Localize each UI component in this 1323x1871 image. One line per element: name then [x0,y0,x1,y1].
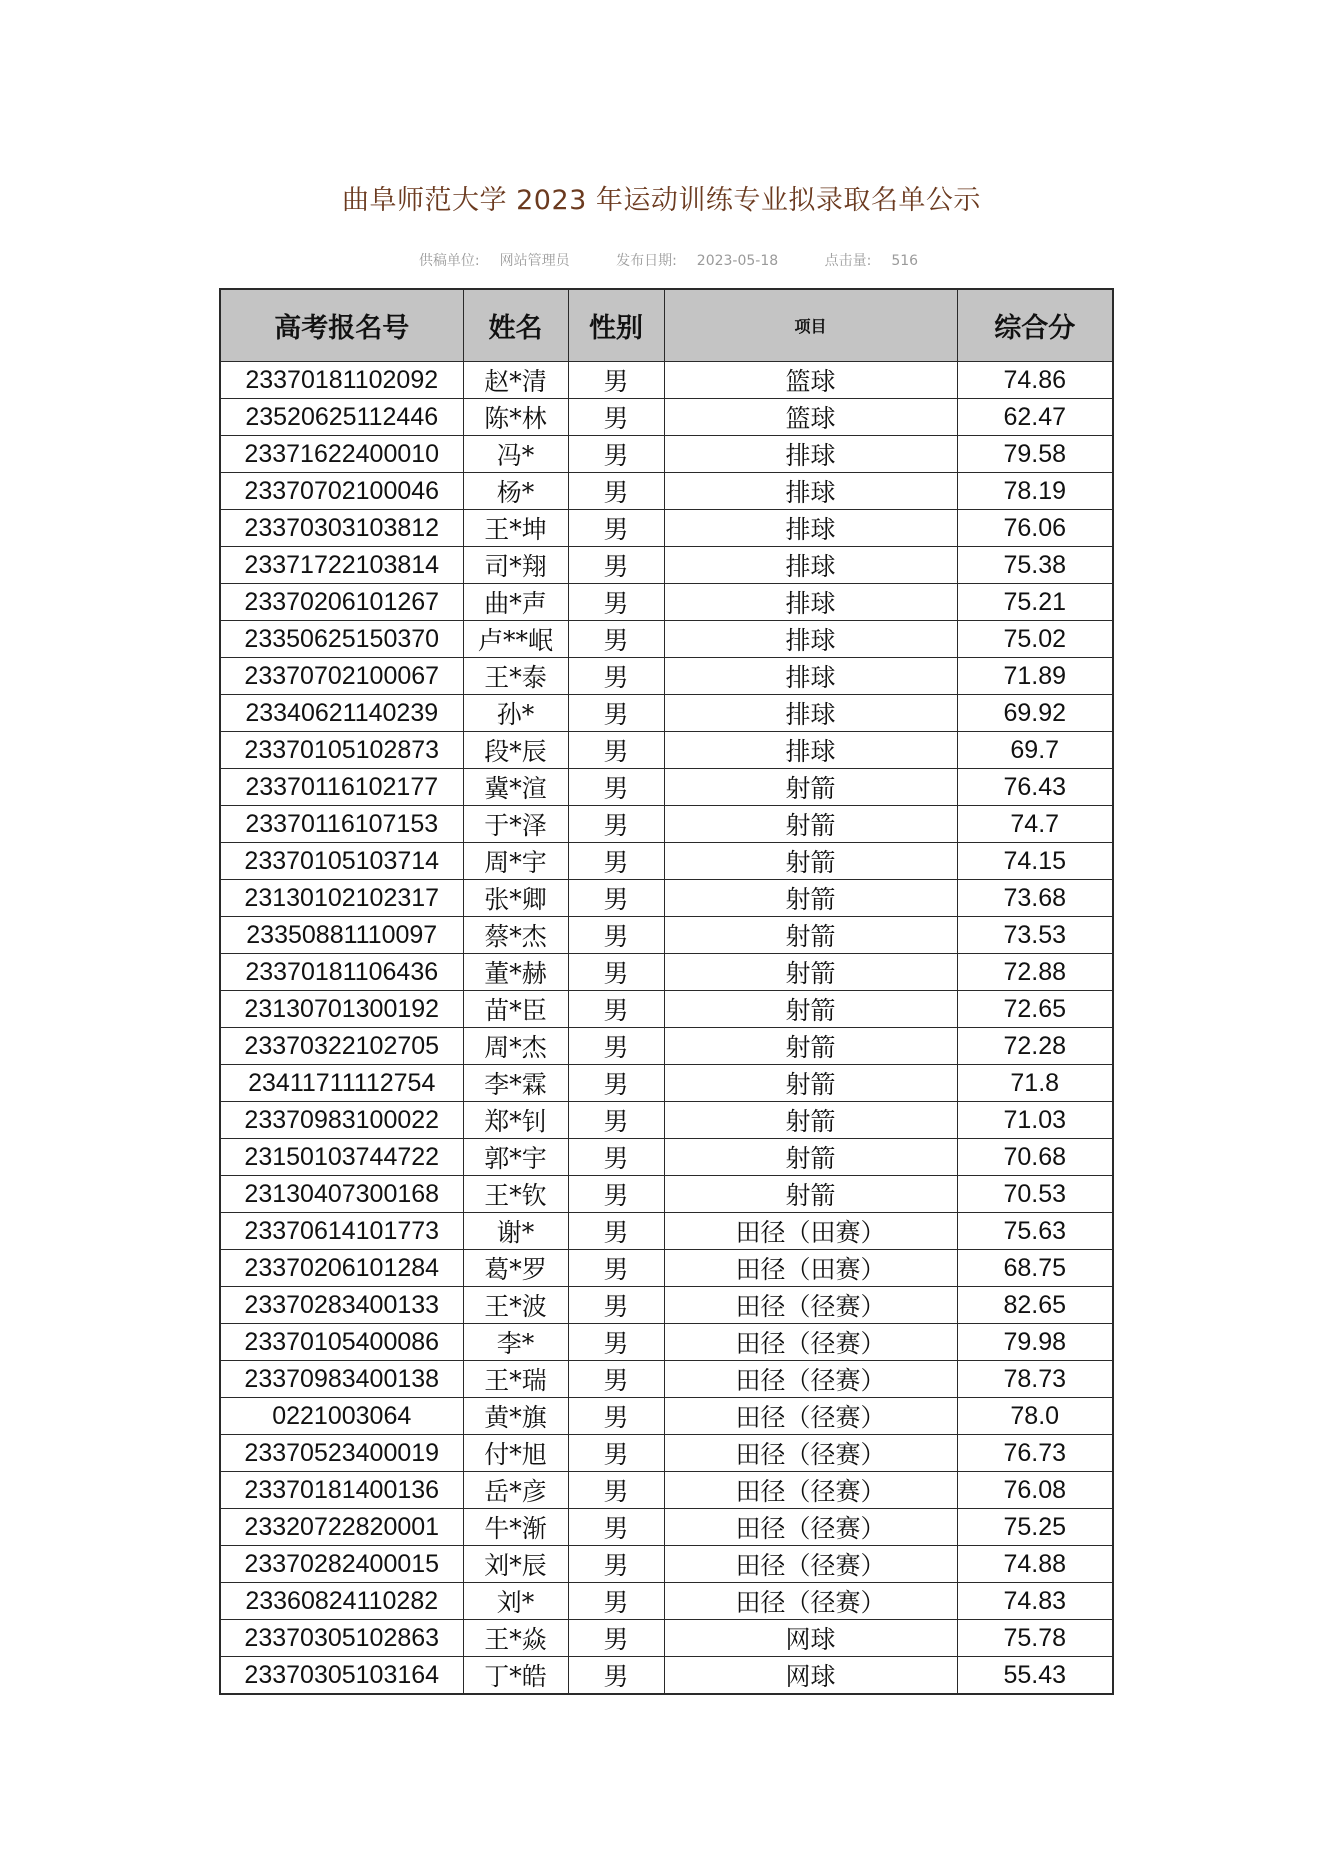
cell-event: 射箭 [664,1065,957,1102]
cell-event: 田径（径赛） [664,1324,957,1361]
cell-gender: 男 [568,1065,664,1102]
date-value: 2023-05-18 [696,253,779,269]
cell-exam-id: 23371622400010 [220,436,463,473]
table-row [220,473,1113,510]
cell-event: 排球 [664,547,957,584]
cell-score: 75.25 [957,1509,1113,1546]
cell-name: 周*宇 [463,843,568,880]
cell-score: 82.65 [957,1287,1113,1324]
cell-event: 射箭 [664,843,957,880]
cell-event: 射箭 [664,1028,957,1065]
table-row [220,1435,1113,1472]
cell-gender: 男 [568,1213,664,1250]
cell-exam-id: 23370282400015 [220,1546,463,1583]
cell-score: 78.73 [957,1361,1113,1398]
table-row [220,510,1113,547]
cell-event: 排球 [664,695,957,732]
cell-name: 牛*渐 [463,1509,568,1546]
table-row [220,769,1113,806]
cell-gender: 男 [568,880,664,917]
cell-gender: 男 [568,1657,664,1695]
cell-exam-id: 23320722820001 [220,1509,463,1546]
cell-score: 70.53 [957,1176,1113,1213]
cell-event: 篮球 [664,399,957,436]
table-row [220,1324,1113,1361]
table-row [220,843,1113,880]
cell-score: 71.89 [957,658,1113,695]
cell-gender: 男 [568,1102,664,1139]
table-row [220,362,1113,399]
cell-event: 田径（田赛） [664,1213,957,1250]
cell-score: 79.58 [957,436,1113,473]
cell-exam-id: 23370105103714 [220,843,463,880]
header-exam-id: 高考报名号 [220,289,463,362]
cell-gender: 男 [568,1546,664,1583]
cell-gender: 男 [568,1472,664,1509]
table-row [220,584,1113,621]
cell-exam-id: 23370116102177 [220,769,463,806]
cell-event: 射箭 [664,1176,957,1213]
cell-exam-id: 23370614101773 [220,1213,463,1250]
date-label: 发布日期: [616,253,677,269]
cell-exam-id: 23370283400133 [220,1287,463,1324]
cell-exam-id: 23370983400138 [220,1361,463,1398]
cell-event: 田径（田赛） [664,1250,957,1287]
table-row [220,658,1113,695]
table-row [220,1361,1113,1398]
cell-event: 排球 [664,621,957,658]
header-event: 项目 [664,289,957,362]
cell-event: 田径（径赛） [664,1435,957,1472]
cell-exam-id: 23370983100022 [220,1102,463,1139]
cell-score: 75.63 [957,1213,1113,1250]
cell-score: 78.0 [957,1398,1113,1435]
cell-score: 55.43 [957,1657,1113,1695]
table-row [220,1213,1113,1250]
table-row [220,621,1113,658]
cell-gender: 男 [568,1398,664,1435]
cell-name: 谢* [463,1213,568,1250]
cell-score: 76.43 [957,769,1113,806]
cell-score: 76.73 [957,1435,1113,1472]
cell-gender: 男 [568,473,664,510]
cell-gender: 男 [568,843,664,880]
table-row [220,1139,1113,1176]
cell-name: 赵*清 [463,362,568,399]
table-row [220,1620,1113,1657]
cell-event: 排球 [664,510,957,547]
clicks-label: 点击量: [824,253,872,269]
cell-event: 射箭 [664,769,957,806]
cell-name: 苗*臣 [463,991,568,1028]
cell-gender: 男 [568,362,664,399]
cell-exam-id: 23360824110282 [220,1583,463,1620]
table-row [220,732,1113,769]
cell-event: 排球 [664,584,957,621]
cell-event: 田径（径赛） [664,1287,957,1324]
cell-name: 王*泰 [463,658,568,695]
cell-event: 射箭 [664,880,957,917]
cell-name: 周*杰 [463,1028,568,1065]
cell-exam-id: 23130701300192 [220,991,463,1028]
cell-exam-id: 23411711112754 [220,1065,463,1102]
cell-gender: 男 [568,1028,664,1065]
table-row [220,917,1113,954]
cell-score: 79.98 [957,1324,1113,1361]
cell-event: 射箭 [664,954,957,991]
cell-name: 李*霖 [463,1065,568,1102]
date-info [602,253,778,269]
cell-name: 冀*渲 [463,769,568,806]
table-row [220,547,1113,584]
cell-event: 篮球 [664,362,957,399]
cell-score: 75.38 [957,547,1113,584]
clicks-value: 516 [891,253,919,269]
table-row [220,1102,1113,1139]
cell-name: 王*钦 [463,1176,568,1213]
article-meta [0,250,1323,270]
cell-gender: 男 [568,769,664,806]
table-row [220,991,1113,1028]
cell-score: 62.47 [957,399,1113,436]
cell-gender: 男 [568,510,664,547]
cell-exam-id: 23370206101284 [220,1250,463,1287]
cell-exam-id: 23130407300168 [220,1176,463,1213]
cell-gender: 男 [568,1176,664,1213]
table-row [220,806,1113,843]
cell-gender: 男 [568,1583,664,1620]
cell-event: 射箭 [664,1102,957,1139]
cell-exam-id: 23370305102863 [220,1620,463,1657]
cell-score: 68.75 [957,1250,1113,1287]
cell-event: 排球 [664,732,957,769]
table-row [220,1509,1113,1546]
cell-score: 76.06 [957,510,1113,547]
cell-event: 网球 [664,1657,957,1695]
cell-exam-id: 0221003064 [220,1398,463,1435]
cell-gender: 男 [568,1509,664,1546]
cell-event: 田径（径赛） [664,1546,957,1583]
table-row [220,1583,1113,1620]
cell-gender: 男 [568,954,664,991]
cell-name: 王*坤 [463,510,568,547]
cell-exam-id: 23370116107153 [220,806,463,843]
cell-event: 射箭 [664,806,957,843]
cell-name: 蔡*杰 [463,917,568,954]
cell-name: 郑*钊 [463,1102,568,1139]
cell-name: 曲*声 [463,584,568,621]
cell-event: 排球 [664,436,957,473]
table-row [220,954,1113,991]
cell-gender: 男 [568,1324,664,1361]
cell-event: 射箭 [664,917,957,954]
source-label: 供稿单位: [418,253,480,269]
cell-score: 72.28 [957,1028,1113,1065]
cell-score: 74.83 [957,1583,1113,1620]
table-row [220,1472,1113,1509]
cell-name: 于*泽 [463,806,568,843]
cell-event: 网球 [664,1620,957,1657]
table-row [220,880,1113,917]
cell-exam-id: 23370181106436 [220,954,463,991]
cell-exam-id: 23370105102873 [220,732,463,769]
cell-gender: 男 [568,547,664,584]
cell-score: 74.15 [957,843,1113,880]
cell-score: 75.02 [957,621,1113,658]
cell-score: 75.78 [957,1620,1113,1657]
table-row [220,436,1113,473]
cell-gender: 男 [568,732,664,769]
cell-exam-id: 23370523400019 [220,1435,463,1472]
table-row [220,1065,1113,1102]
cell-gender: 男 [568,1287,664,1324]
cell-gender: 男 [568,1435,664,1472]
cell-score: 71.8 [957,1065,1113,1102]
cell-exam-id: 23370181102092 [220,362,463,399]
cell-exam-id: 23370206101267 [220,584,463,621]
cell-name: 司*翔 [463,547,568,584]
cell-event: 田径（径赛） [664,1398,957,1435]
cell-name: 冯* [463,436,568,473]
cell-score: 78.19 [957,473,1113,510]
table-row [220,1176,1113,1213]
page-title: 曲阜师范大学 2023 年运动训练专业拟录取名单公示 [342,185,981,216]
cell-name: 郭*宇 [463,1139,568,1176]
cell-name: 杨* [463,473,568,510]
cell-name: 丁*皓 [463,1657,568,1695]
cell-gender: 男 [568,1620,664,1657]
cell-score: 74.7 [957,806,1113,843]
cell-exam-id: 23520625112446 [220,399,463,436]
cell-score: 71.03 [957,1102,1113,1139]
table-row [220,695,1113,732]
header-gender: 性别 [568,289,664,362]
cell-exam-id: 23350881110097 [220,917,463,954]
cell-event: 射箭 [664,1139,957,1176]
table-row [220,1028,1113,1065]
cell-name: 黄*旗 [463,1398,568,1435]
cell-exam-id: 23130102102317 [220,880,463,917]
table-row [220,1398,1113,1435]
cell-event: 田径（径赛） [664,1509,957,1546]
cell-gender: 男 [568,991,664,1028]
cell-gender: 男 [568,399,664,436]
cell-score: 69.7 [957,732,1113,769]
cell-name: 李* [463,1324,568,1361]
cell-name: 付*旭 [463,1435,568,1472]
cell-name: 卢**岷 [463,621,568,658]
cell-exam-id: 23370702100046 [220,473,463,510]
cell-name: 王*波 [463,1287,568,1324]
clicks-info [811,253,918,269]
cell-event: 田径（径赛） [664,1583,957,1620]
cell-gender: 男 [568,658,664,695]
table-row [220,1250,1113,1287]
cell-name: 岳*彦 [463,1472,568,1509]
cell-gender: 男 [568,621,664,658]
cell-exam-id: 23370181400136 [220,1472,463,1509]
cell-exam-id: 23370303103812 [220,510,463,547]
table-row [220,1546,1113,1583]
cell-score: 74.86 [957,362,1113,399]
cell-event: 田径（径赛） [664,1472,957,1509]
cell-exam-id: 23371722103814 [220,547,463,584]
header-name: 姓名 [463,289,568,362]
cell-name: 葛*罗 [463,1250,568,1287]
cell-name: 陈*林 [463,399,568,436]
cell-gender: 男 [568,806,664,843]
cell-event: 田径（径赛） [664,1361,957,1398]
cell-name: 张*卿 [463,880,568,917]
cell-event: 排球 [664,473,957,510]
source-info [405,253,570,269]
cell-score: 70.68 [957,1139,1113,1176]
cell-gender: 男 [568,584,664,621]
table-body [220,362,1113,1695]
cell-exam-id: 23150103744722 [220,1139,463,1176]
cell-name: 孙* [463,695,568,732]
cell-name: 王*焱 [463,1620,568,1657]
cell-gender: 男 [568,695,664,732]
cell-name: 刘* [463,1583,568,1620]
cell-gender: 男 [568,1250,664,1287]
header-score: 综合分 [957,289,1113,362]
cell-score: 76.08 [957,1472,1113,1509]
source-value: 网站管理员 [499,253,570,269]
admission-table [219,288,1114,1695]
cell-exam-id: 23370305103164 [220,1657,463,1695]
table-row [220,399,1113,436]
cell-exam-id: 23370322102705 [220,1028,463,1065]
cell-name: 段*辰 [463,732,568,769]
cell-exam-id: 23370702100067 [220,658,463,695]
cell-gender: 男 [568,1361,664,1398]
table-row [220,1287,1113,1324]
cell-name: 董*赫 [463,954,568,991]
cell-score: 69.92 [957,695,1113,732]
cell-score: 73.68 [957,880,1113,917]
cell-name: 王*瑞 [463,1361,568,1398]
cell-exam-id: 23340621140239 [220,695,463,732]
cell-score: 73.53 [957,917,1113,954]
cell-score: 72.88 [957,954,1113,991]
cell-score: 74.88 [957,1546,1113,1583]
cell-exam-id: 23370105400086 [220,1324,463,1361]
cell-gender: 男 [568,436,664,473]
cell-event: 射箭 [664,991,957,1028]
cell-score: 72.65 [957,991,1113,1028]
cell-exam-id: 23350625150370 [220,621,463,658]
cell-gender: 男 [568,917,664,954]
cell-event: 排球 [664,658,957,695]
cell-name: 刘*辰 [463,1546,568,1583]
cell-gender: 男 [568,1139,664,1176]
table-row [220,1657,1113,1695]
cell-score: 75.21 [957,584,1113,621]
table-header-row [220,289,1113,362]
